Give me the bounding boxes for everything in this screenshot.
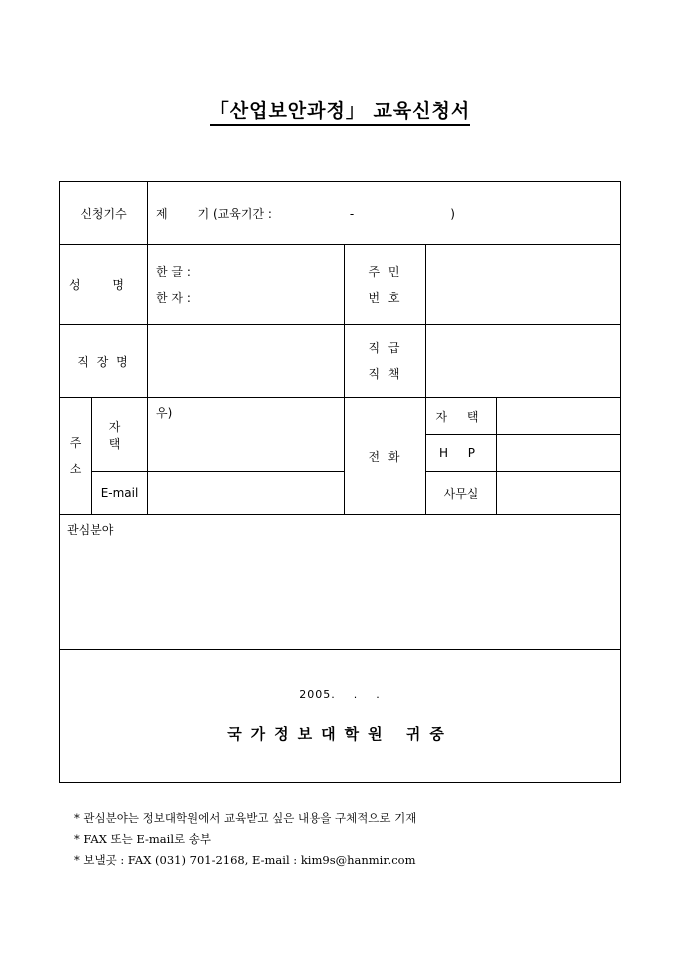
session-period-close: ) [450,206,455,221]
session-label: 신청기수 [60,182,148,245]
session-period-dash: - [349,206,355,221]
id-number-label-2: 번 호 [368,290,402,305]
home-address-field[interactable] [148,398,345,472]
phone-office-label: 사무실 [426,472,497,515]
application-date[interactable]: 2005. . . [299,688,381,701]
interest-field[interactable] [60,515,621,650]
email-label: E-mail [92,472,148,515]
phone-hp-field[interactable] [497,435,621,472]
name-row [60,245,621,325]
name-hangul-label: 한 글 : [156,264,191,279]
postal-code-label: 우) [156,406,173,420]
form-title-text: 「산업보안과정」 교육신청서 [210,100,471,126]
recipient-org: 국가정보대학원 귀중 [227,725,453,743]
session-row [60,182,621,245]
phone-home-label: 자 택 [426,398,497,435]
phone-hp-label: H P [426,435,497,472]
application-form-table [59,181,621,783]
session-prefix: 제 [156,206,168,221]
footer-row [60,650,621,783]
grade-label [345,325,426,398]
address-label-2: 소 [69,462,82,476]
note-item: * 보낼곳 : FAX (031) 701-2168, E-mail : kim9s@hanmir.com [74,853,416,867]
address-row-3 [60,472,621,515]
name-hanja-label: 한 자 : [156,290,191,305]
name-label: 성 명 [60,245,148,325]
note-item: * 관심분야는 정보대학원에서 교육받고 싶은 내용을 구체적으로 기재 [74,811,417,825]
session-field[interactable] [148,182,621,245]
phone-label: 전 화 [345,398,426,515]
address-label [60,398,92,515]
session-period-label: 기 (교육기간 : [197,206,272,221]
interest-row [60,515,621,650]
name-field[interactable] [148,245,345,325]
home-address-label: 자 택 [92,398,148,472]
id-number-label-1: 주 민 [368,264,402,279]
grade-label-1: 직 급 [368,341,402,355]
email-field[interactable] [148,472,345,515]
footer-cell [60,650,621,783]
interest-label: 관심분야 [67,523,114,537]
workplace-label: 직 장 명 [60,325,148,398]
workplace-row [60,325,621,398]
phone-office-field[interactable] [497,472,621,515]
id-number-field[interactable] [426,245,621,325]
address-row-1 [60,398,621,435]
id-number-label [345,245,426,325]
notes [74,808,416,871]
address-label-1: 주 [69,436,82,450]
workplace-field[interactable] [148,325,345,398]
grade-field[interactable] [426,325,621,398]
grade-label-2: 직 책 [368,367,402,381]
phone-home-field[interactable] [497,398,621,435]
note-item: * FAX 또는 E-mail로 송부 [74,832,211,846]
form-title [0,96,680,123]
